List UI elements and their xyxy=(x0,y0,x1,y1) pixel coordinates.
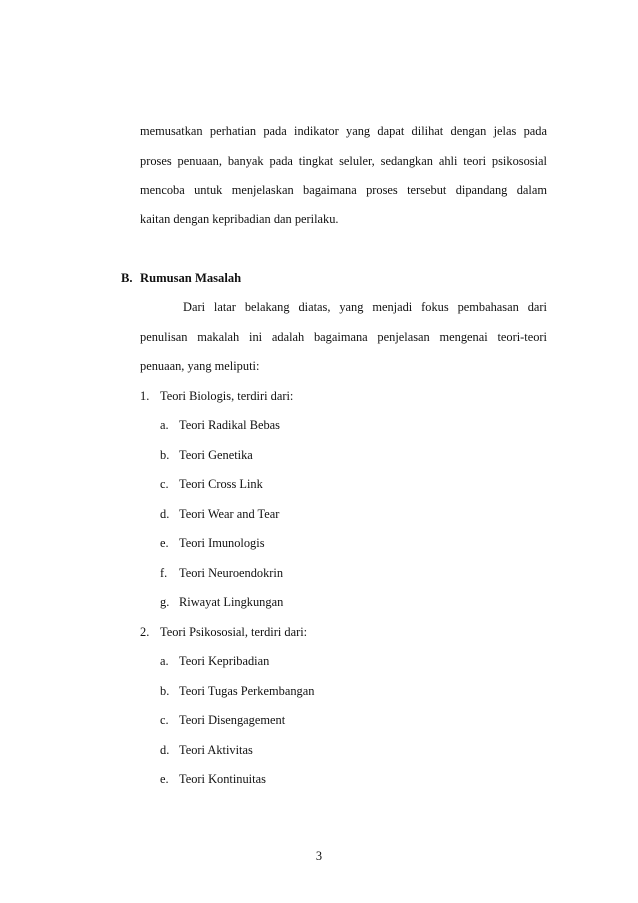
section-b-heading: Rumusan Masalah xyxy=(140,271,242,285)
sublist-item: Teori Kepribadian xyxy=(179,654,270,668)
sublist-letter: e. xyxy=(160,772,169,786)
sublist-item: Teori Neuroendokrin xyxy=(179,566,284,580)
sublist-item: Teori Cross Link xyxy=(179,477,263,491)
sublist-letter: g. xyxy=(160,595,170,609)
intro-line-2: proses penuaan, banyak pada tingkat seluler, sedangkan ahli teori psikososial xyxy=(140,154,547,168)
sublist-letter: b. xyxy=(160,448,170,462)
page-number: 3 xyxy=(315,849,323,863)
sublist-letter: a. xyxy=(160,654,169,668)
sublist-item: Teori Radikal Bebas xyxy=(179,418,280,432)
sublist-letter: d. xyxy=(160,743,170,757)
sublist-letter: b. xyxy=(160,684,170,698)
list-item-text: Teori Psikososial, terdiri dari: xyxy=(160,625,308,639)
sublist-letter: d. xyxy=(160,507,170,521)
section-b-para-line-3: penuaan, yang meliputi: xyxy=(140,359,260,373)
sublist-item: Teori Wear and Tear xyxy=(179,507,280,521)
section-b-para-line-1: Dari latar belakang diatas, yang menjadi fokus pembahasan dari xyxy=(183,300,547,314)
sublist-item: Teori Kontinuitas xyxy=(179,772,266,786)
intro-line-3: mencoba untuk menjelaskan bagaimana proses tersebut dipandang dalam xyxy=(140,183,547,197)
sublist-item: Teori Genetika xyxy=(179,448,253,462)
sublist-item: Riwayat Lingkungan xyxy=(179,595,284,609)
section-b-label: B. xyxy=(121,271,133,285)
list-item-number: 1. xyxy=(140,389,150,403)
intro-line-4: kaitan dengan kepribadian dan perilaku. xyxy=(140,212,339,226)
sublist-letter: c. xyxy=(160,477,169,491)
list-item-number: 2. xyxy=(140,625,150,639)
sublist-item: Teori Imunologis xyxy=(179,536,265,550)
sublist-item: Teori Tugas Perkembangan xyxy=(179,684,315,698)
sublist-item: Teori Disengagement xyxy=(179,713,286,727)
list-item-text: Teori Biologis, terdiri dari: xyxy=(160,389,294,403)
intro-line-1: memusatkan perhatian pada indikator yang dapat dilihat dengan jelas pada xyxy=(140,124,547,138)
sublist-letter: c. xyxy=(160,713,169,727)
sublist-letter: f. xyxy=(160,566,168,580)
sublist-letter: a. xyxy=(160,418,169,432)
section-b-para-line-2: penulisan makalah ini adalah bagaimana penjelasan mengenai teori-teori xyxy=(140,330,547,344)
sublist-item: Teori Aktivitas xyxy=(179,743,253,757)
sublist-letter: e. xyxy=(160,536,169,550)
